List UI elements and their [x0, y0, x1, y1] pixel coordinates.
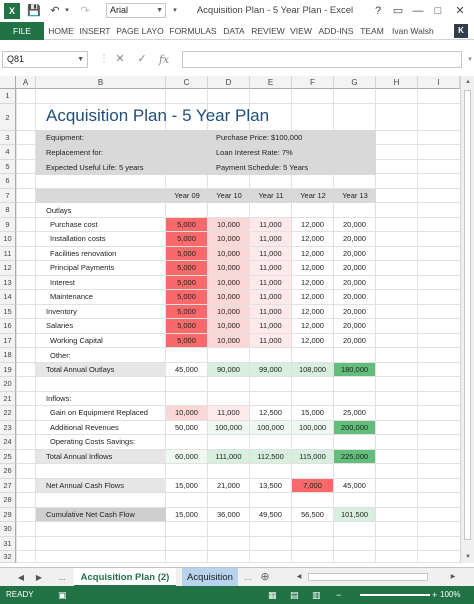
outlay-row-value-cell[interactable]: 10,000 [208, 247, 249, 261]
outlay-row-value-cell[interactable]: 11,000 [250, 319, 291, 333]
cumulative-cash-flow-value-cell[interactable]: 56,500 [301, 509, 324, 519]
column-header-h[interactable]: H [376, 76, 418, 89]
row-header-22[interactable]: 22 [0, 406, 16, 421]
cumulative-cash-flow-label[interactable]: Cumulative Net Cash Flow [46, 509, 135, 519]
cumulative-cash-flow-value-cell[interactable]: 15,000 [175, 509, 198, 519]
outlay-row-value-cell[interactable]: 20,000 [343, 321, 366, 330]
outlay-row-value-cell[interactable]: 12,000 [301, 292, 324, 301]
row-header-21[interactable]: 21 [0, 392, 16, 407]
outlay-row-value-cell[interactable]: 12,000 [301, 335, 324, 345]
sheet-tab-acquisition[interactable]: Acquisition [182, 568, 238, 587]
outlay-row-value-cell[interactable]: 5,000 [166, 261, 207, 275]
year-header-cell[interactable]: Year 09 [174, 190, 200, 200]
outlay-row-value-cell[interactable]: 10,000 [208, 290, 249, 304]
row-header-16[interactable]: 16 [0, 319, 16, 334]
interest-rate-label[interactable]: Loan Interest Rate: 7% [216, 148, 293, 157]
user-name[interactable]: Ivan Walsh [392, 26, 434, 36]
status-ready: READY [6, 590, 34, 599]
outlay-row-label[interactable]: Salaries [46, 321, 74, 330]
outlay-row-value-cell[interactable]: 11,000 [250, 247, 291, 261]
outlay-row-value-cell[interactable]: 5,000 [166, 232, 207, 246]
row-header-9[interactable]: 9 [0, 218, 16, 233]
outlay-row-value-cell[interactable]: 12,000 [301, 277, 324, 287]
outlay-row-value-cell[interactable]: 12,000 [301, 248, 324, 258]
grid-row-line [16, 562, 460, 563]
inflow-row-value-cell[interactable]: 15,000 [301, 408, 324, 417]
year-header-cell[interactable]: Year 11 [258, 190, 284, 200]
ribbon-tabs [0, 22, 474, 40]
ribbon-display-button[interactable]: ▭ [392, 5, 404, 17]
dots-icon: ⋮ [98, 53, 110, 65]
row-header-23[interactable]: 23 [0, 421, 16, 436]
outlay-row-value-cell[interactable]: 5,000 [166, 218, 207, 232]
next-sheet-icon[interactable]: ▶ [35, 573, 43, 582]
equipment-label[interactable]: Equipment: [46, 133, 84, 142]
inflow-row-value-cell[interactable]: 50,000 [175, 422, 198, 432]
outlay-row-label[interactable]: Inventory [46, 306, 77, 316]
outlay-row-value-cell[interactable]: 20,000 [343, 277, 366, 287]
inflow-row-value-cell[interactable]: 100,000 [208, 421, 249, 435]
chevron-down-icon: ▼ [77, 56, 84, 63]
vertical-scroll-thumb[interactable] [464, 90, 471, 540]
outlay-row-label[interactable]: Maintenance [50, 292, 93, 301]
sheet-tab-acquisition-plan-2[interactable]: Acquisition Plan (2) [74, 568, 176, 587]
total-outlays-value-cell[interactable]: 180,000 [334, 363, 375, 377]
outlay-row-value-cell[interactable]: 12,000 [301, 321, 324, 330]
help-button[interactable]: ? [374, 5, 382, 17]
row-header-6[interactable]: 6 [0, 174, 16, 189]
row-header-17[interactable]: 17 [0, 334, 16, 349]
total-inflows-value-cell[interactable]: 111,000 [208, 450, 249, 464]
status-bar [0, 586, 474, 604]
purchase-price-label[interactable]: Purchase Price: $100,000 [216, 133, 303, 142]
outlays-label[interactable]: Outlays [46, 206, 72, 215]
tab-formulas[interactable]: FORMULAS [169, 26, 217, 36]
outlay-row-value-cell[interactable]: 20,000 [343, 292, 366, 301]
outlay-row-value-cell[interactable]: 20,000 [343, 234, 366, 243]
row-header-10[interactable]: 10 [0, 232, 16, 247]
normal-view-icon[interactable]: ▦ [268, 590, 277, 600]
grid-row-line [16, 550, 460, 551]
row-header-27[interactable]: 27 [0, 479, 16, 494]
zoom-level[interactable]: 100% [440, 590, 461, 599]
outlay-row-value-cell[interactable]: 11,000 [250, 261, 291, 275]
close-button[interactable]: ✕ [455, 5, 465, 17]
row-header-26[interactable]: 26 [0, 464, 16, 479]
chevron-down-icon: ▼ [156, 7, 163, 14]
outlay-row-label[interactable]: Working Capital [50, 335, 103, 345]
inflow-row-value-cell[interactable]: 25,000 [343, 408, 366, 417]
outlay-row-value-cell[interactable]: 5,000 [166, 319, 207, 333]
grid-row-line [16, 536, 460, 537]
outlay-row-value-cell[interactable]: 11,000 [250, 334, 291, 348]
total-inflows-value-cell[interactable]: 60,000 [166, 450, 207, 464]
inflow-row-value-cell[interactable]: 100,000 [250, 421, 291, 435]
outlay-row-value-cell[interactable]: 5,000 [166, 334, 207, 348]
outlay-row-value-cell[interactable]: 10,000 [208, 334, 249, 348]
outlay-row-label[interactable]: Purchase cost [50, 219, 98, 229]
column-header-a[interactable]: A [16, 76, 36, 89]
cumulative-cash-flow-value-cell[interactable]: 49,500 [259, 509, 282, 519]
row-header-4[interactable]: 4 [0, 145, 16, 160]
inflow-row-value-cell[interactable]: 11,000 [208, 406, 249, 420]
grid-row-line [16, 103, 460, 104]
outlay-row-value-cell[interactable]: 20,000 [343, 263, 366, 272]
cumulative-cash-flow-value-cell[interactable]: 101,500 [334, 508, 375, 522]
outlay-row-value-cell[interactable]: 10,000 [208, 218, 249, 232]
year-header-cell[interactable]: Year 13 [342, 190, 368, 200]
grid-row-line [16, 391, 460, 392]
prev-sheet-icon[interactable]: ◀ [17, 573, 25, 582]
outlay-row-value-cell[interactable]: 11,000 [250, 305, 291, 319]
outlay-row-value-cell[interactable]: 11,000 [250, 232, 291, 246]
inflows-label[interactable]: Inflows: [46, 394, 72, 403]
column-header-i[interactable]: I [418, 76, 460, 89]
row-header-30[interactable]: 30 [0, 522, 16, 537]
row-header-24[interactable]: 24 [0, 435, 16, 450]
outlay-row-value-cell[interactable]: 10,000 [208, 319, 249, 333]
outlay-row-value-cell[interactable]: 10,000 [208, 276, 249, 290]
row-header-8[interactable]: 8 [0, 203, 16, 218]
row-header-19[interactable]: 19 [0, 363, 16, 378]
maximize-button[interactable]: □ [434, 5, 442, 17]
replacement-label[interactable]: Replacement for: [46, 148, 104, 157]
total-inflows-value-cell[interactable]: 115,000 [292, 450, 333, 464]
inflow-row-value-cell[interactable]: 10,000 [166, 406, 207, 420]
outlay-row-value-cell[interactable]: 5,000 [166, 290, 207, 304]
row-header-1[interactable]: 1 [0, 89, 16, 104]
tab-page-layout[interactable]: PAGE LAYO [116, 26, 164, 36]
outlay-row-value-cell[interactable]: 5,000 [166, 276, 207, 290]
redo-icon[interactable]: ↷ [80, 5, 90, 17]
select-all-corner[interactable] [0, 76, 16, 89]
insert-function-icon[interactable]: fx [158, 53, 170, 66]
net-cash-flow-value-cell[interactable]: 15,000 [175, 480, 198, 490]
avatar[interactable]: K [454, 24, 468, 38]
undo-dropdown-icon[interactable]: ▾ [65, 7, 69, 14]
column-header-b[interactable]: B [36, 76, 166, 89]
year-header-cell[interactable]: Year 12 [300, 190, 326, 200]
row-header-29[interactable]: 29 [0, 508, 16, 523]
cancel-icon[interactable]: ✕ [115, 53, 125, 65]
column-header-c[interactable]: C [166, 76, 208, 89]
undo-icon[interactable]: ↶ [50, 5, 60, 17]
sheet-title[interactable]: Acquisition Plan - 5 Year Plan [46, 106, 270, 125]
outlay-row-value-cell[interactable]: 10,000 [208, 305, 249, 319]
inflow-row-value-cell[interactable]: 100,000 [292, 421, 333, 435]
row-header-28[interactable]: 28 [0, 493, 16, 508]
op-savings-label[interactable]: Operating Costs Savings: [50, 437, 136, 446]
page-layout-view-icon[interactable]: ▤ [290, 590, 299, 600]
tab-team[interactable]: TEAM [360, 26, 384, 36]
hscroll-left-icon[interactable]: ◀ [296, 574, 302, 580]
tab-home[interactable]: HOME [48, 26, 74, 36]
row-header-11[interactable]: 11 [0, 247, 16, 262]
total-outlays-value-cell[interactable]: 45,000 [175, 364, 198, 374]
row-header-2[interactable]: 2 [0, 104, 16, 131]
name-box[interactable] [2, 51, 88, 68]
total-outlays-value-cell[interactable]: 99,000 [250, 363, 291, 377]
tab-add-ins[interactable]: ADD-INS [318, 26, 354, 36]
expand-formula-bar-icon[interactable]: ▾ [468, 56, 472, 63]
net-cash-flow-value-cell[interactable]: 13,500 [259, 480, 282, 490]
horizontal-scroll-thumb[interactable] [308, 573, 428, 581]
net-cash-flow-value-cell[interactable]: 21,000 [217, 480, 240, 490]
customize-qat-icon[interactable]: ▾ [173, 7, 177, 14]
formula-input[interactable] [182, 51, 462, 68]
total-outlays-value-cell[interactable]: 108,000 [292, 363, 333, 377]
outlay-row-value-cell[interactable]: 12,000 [301, 306, 324, 316]
outlay-row-value-cell[interactable]: 20,000 [343, 306, 366, 316]
column-header-d[interactable]: D [208, 76, 250, 89]
zoom-in-icon[interactable]: + [432, 590, 438, 600]
total-inflows-label[interactable]: Total Annual Inflows [46, 451, 113, 461]
sheet-scroll-right-ellipsis[interactable]: ... [244, 573, 252, 582]
inflow-row-value-cell[interactable]: 200,000 [334, 421, 375, 435]
useful-life-label[interactable]: Expected Useful Life: 5 years [46, 163, 144, 172]
outlay-row-value-cell[interactable]: 5,000 [166, 247, 207, 261]
outlay-row-value-cell[interactable]: 10,000 [208, 232, 249, 246]
grid-column-line [417, 89, 418, 563]
macro-record-icon[interactable]: ▣ [58, 590, 67, 600]
save-icon[interactable]: 💾 [27, 5, 41, 17]
font-name-value: Arial [110, 5, 129, 15]
tab-review[interactable]: REVIEW [251, 26, 285, 36]
zoom-out-icon[interactable]: − [336, 590, 342, 600]
row-header-3[interactable]: 3 [0, 131, 16, 146]
row-header-13[interactable]: 13 [0, 276, 16, 291]
outlay-row-value-cell[interactable]: 20,000 [343, 219, 366, 229]
outlay-row-label[interactable]: Interest [50, 277, 76, 287]
tab-file[interactable]: FILE [0, 22, 44, 40]
column-header-f[interactable]: F [292, 76, 334, 89]
row-header-31[interactable]: 31 [0, 537, 16, 552]
row-header-12[interactable]: 12 [0, 261, 16, 276]
zoom-slider[interactable] [360, 594, 430, 596]
window-title: Acquisition Plan - 5 Year Plan - Excel [196, 5, 354, 16]
outlay-row-value-cell[interactable]: 20,000 [343, 248, 366, 258]
row-header-5[interactable]: 5 [0, 160, 16, 175]
inflow-row-label[interactable]: Gain on Equipment Replaced [50, 408, 148, 417]
total-inflows-value-cell[interactable]: 112,500 [250, 450, 291, 464]
outlay-row-value-cell[interactable]: 12,000 [301, 234, 324, 243]
payment-schedule-label[interactable]: Payment Schedule: 5 Years [216, 163, 309, 172]
other-label[interactable]: Other: [50, 351, 71, 360]
total-inflows-value-cell[interactable]: 225,000 [334, 450, 375, 464]
outlay-row-value-cell[interactable]: 20,000 [343, 335, 366, 345]
vertical-scrollbar[interactable] [460, 76, 474, 563]
row-header-25[interactable]: 25 [0, 450, 16, 465]
outlay-row-value-cell[interactable]: 12,000 [301, 219, 324, 229]
hscroll-right-icon[interactable]: ▶ [450, 574, 456, 580]
scroll-up-icon[interactable]: ▲ [465, 79, 471, 85]
row-header-20[interactable]: 20 [0, 377, 16, 392]
column-header-g[interactable]: G [334, 76, 376, 89]
tab-data[interactable]: DATA [223, 26, 245, 36]
net-cash-flow-value-cell[interactable]: 7,000 [292, 479, 333, 493]
inflow-row-label[interactable]: Additional Revenues [50, 422, 119, 432]
row-header-15[interactable]: 15 [0, 305, 16, 320]
inflow-row-value-cell[interactable]: 12,500 [259, 408, 282, 417]
tab-insert[interactable]: INSERT [79, 26, 111, 36]
column-header-e[interactable]: E [250, 76, 292, 89]
page-break-view-icon[interactable]: ▥ [312, 590, 321, 600]
outlay-row-label[interactable]: Principal Payments [50, 263, 115, 272]
sheet-scroll-left-ellipsis[interactable]: ... [58, 573, 66, 582]
net-cash-flow-value-cell[interactable]: 45,000 [343, 480, 366, 490]
outlay-row-value-cell[interactable]: 11,000 [250, 276, 291, 290]
row-header-32[interactable]: 32 [0, 551, 16, 563]
new-sheet-button[interactable]: ⊕ [260, 571, 270, 583]
row-header-14[interactable]: 14 [0, 290, 16, 305]
title-bar [0, 0, 474, 22]
row-header-18[interactable]: 18 [0, 348, 16, 363]
net-cash-flow-label[interactable]: Net Annual Cash Flows [46, 480, 124, 490]
tab-view[interactable]: VIEW [290, 26, 312, 36]
total-outlays-label[interactable]: Total Annual Outlays [46, 364, 115, 374]
outlay-row-value-cell[interactable]: 12,000 [301, 263, 324, 272]
outlay-row-value-cell[interactable]: 11,000 [250, 290, 291, 304]
outlay-row-value-cell[interactable]: 5,000 [166, 305, 207, 319]
sheet-tab-bar [0, 567, 474, 586]
enter-icon[interactable]: ✓ [137, 53, 147, 65]
outlay-row-value-cell[interactable]: 11,000 [250, 218, 291, 232]
cumulative-cash-flow-value-cell[interactable]: 36,000 [217, 509, 240, 519]
minimize-button[interactable]: — [412, 5, 424, 17]
outlay-row-label[interactable]: Facilities renovation [50, 248, 117, 258]
excel-app-icon: X [4, 3, 20, 19]
row-header-7[interactable]: 7 [0, 189, 16, 204]
font-name-select[interactable] [106, 3, 166, 18]
scroll-down-icon[interactable]: ▼ [465, 554, 471, 560]
outlay-row-label[interactable]: Installation costs [50, 234, 106, 243]
formula-bar [0, 48, 474, 70]
name-box-value: Q81 [7, 54, 25, 64]
year-header-cell[interactable]: Year 10 [216, 190, 242, 200]
total-outlays-value-cell[interactable]: 90,000 [208, 363, 249, 377]
outlay-row-value-cell[interactable]: 10,000 [208, 261, 249, 275]
